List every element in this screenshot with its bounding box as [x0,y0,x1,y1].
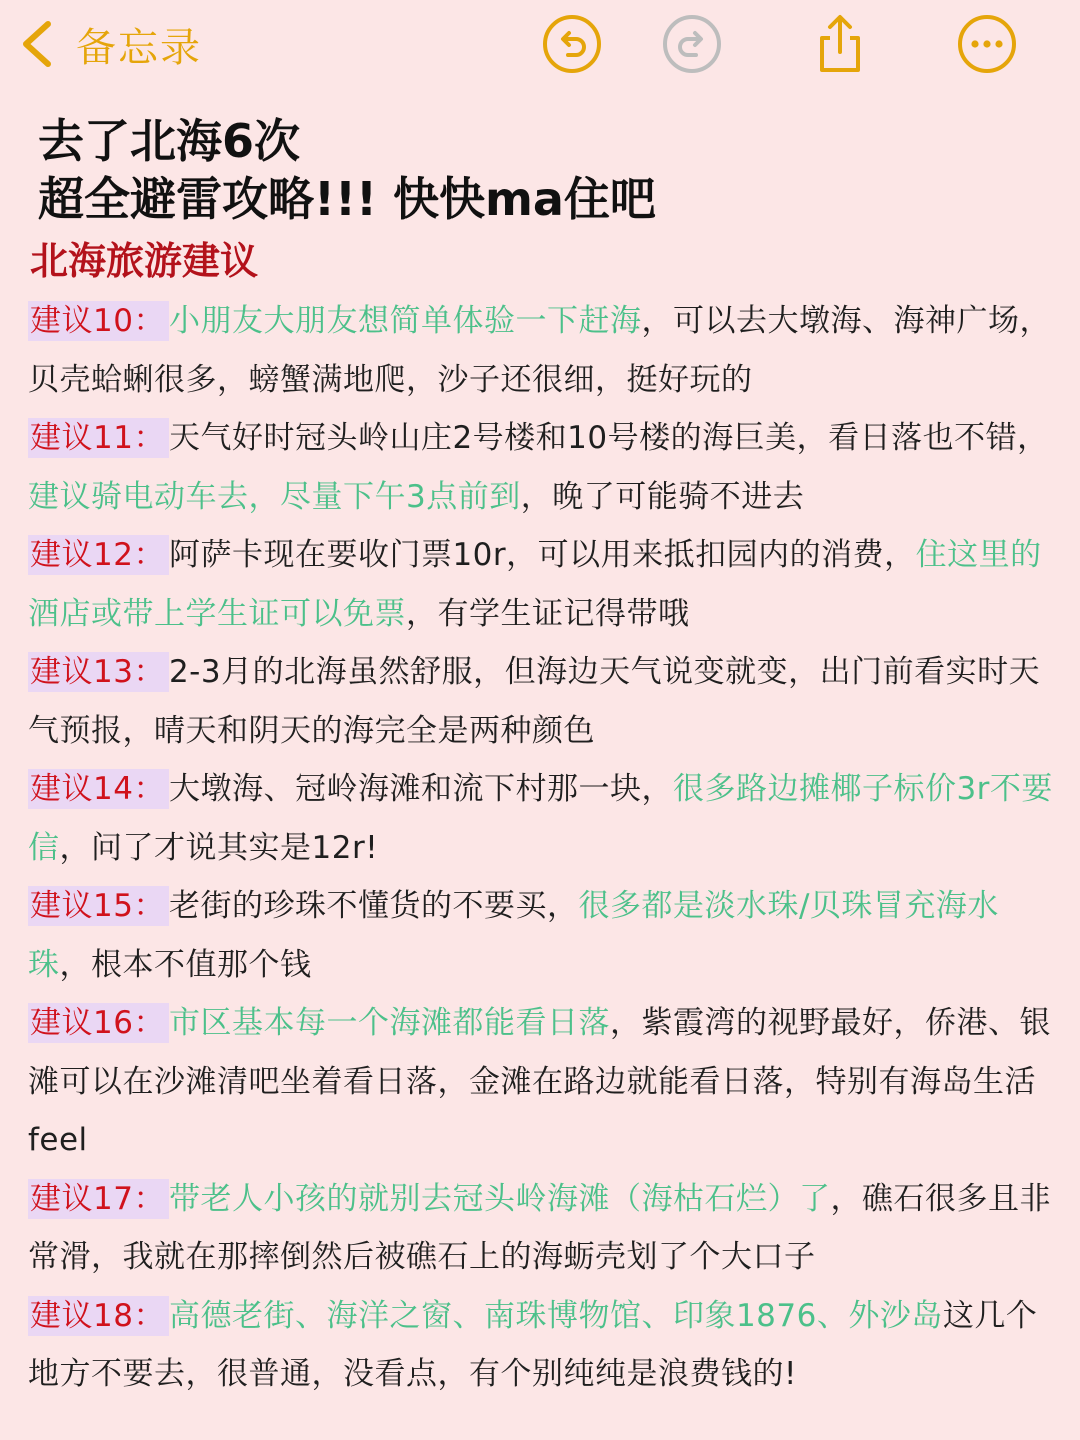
tip-paragraph [28,643,1058,760]
share-icon [808,12,872,76]
tip-highlight-text: 市区基本每一个海滩都能看日落 [168,1005,610,1041]
tip-highlight-text: 带老人小孩的就别去冠头岭海滩（海枯石烂）了 [168,1180,831,1217]
tip-paragraph [28,994,1058,1170]
tip-label: 建议13： [28,652,169,692]
back-button[interactable] [16,16,202,72]
tip-label: 建议16： [28,1003,169,1043]
tip-paragraph [28,1170,1058,1287]
tip-paragraph [28,292,1058,409]
tip-paragraph [28,409,1058,526]
tip-label: 建议18： [28,1296,169,1336]
tip-text: 大墩海、冠岭海滩和流下村那一块， [168,771,673,807]
tip-text: ，晚了可能骑不进去 [520,478,805,515]
redo-icon [660,12,724,76]
tip-text: ，礁石很多且非常滑，我就在那摔倒然后被礁石上的海蛎壳划了个大口子 [28,1180,1051,1275]
undo-button[interactable] [540,12,604,76]
back-label: 备忘录 [76,24,202,71]
tip-highlight-text: 高德老街、海洋之窗、南珠博物馆、印象1876、外沙岛 [168,1297,943,1334]
note-body[interactable] [28,112,1058,1404]
tip-text: ，根本不值那个钱 [59,946,312,983]
section-heading: 北海旅游建议 [30,239,259,283]
tip-label: 建议17： [28,1179,169,1219]
undo-icon [540,12,604,76]
share-button[interactable] [808,12,872,76]
tip-text: 天气好时冠头岭山庄2号楼和10号楼的海巨美，看日落也不错， [168,420,1049,456]
tip-label: 建议14： [28,769,169,809]
tip-text: 阿萨卡现在要收门票10r，可以用来抵扣园内的消费， [168,537,916,573]
more-button[interactable] [955,12,1019,76]
tip-text: 2-3月的北海虽然舒服，但海边天气说变就变，出门前看实时天气预报，晴天和阴天的海完全是两种颜色 [28,654,1041,749]
tip-paragraph [28,526,1058,643]
tip-text: 老街的珍珠不懂货的不要买， [168,888,579,924]
tip-highlight-text: 很多路边摊椰子标价3r不要信 [28,771,1053,866]
tip-text: ，问了才说其实是12r! [59,829,379,866]
note-title-line-1: 去了北海6次 [38,114,301,168]
tip-label: 建议10： [28,301,169,341]
tip-label: 建议12： [28,535,169,575]
tip-paragraph [28,1287,1058,1404]
tip-paragraph [28,877,1058,994]
tip-text: ，可以去大墩海、海神广场，贝壳蛤蜊很多，螃蟹满地爬，沙子还很细，挺好玩的 [28,303,1051,398]
tip-highlight-text: 小朋友大朋友想简单体验一下赶海 [168,303,642,339]
tip-label: 建议15： [28,886,169,926]
note-title-line-2: 超全避雷攻略!!! 快快ma住吧 [38,172,656,226]
more-icon [955,12,1019,76]
tip-paragraph [28,760,1058,877]
tip-highlight-text: 住这里的酒店或带上学生证可以免票 [28,537,1042,632]
navigation-bar [0,0,1080,92]
note-title [38,112,1058,228]
tip-highlight-text: 很多都是淡水珠/贝珠冒充海水珠 [28,888,999,983]
tip-text: 这几个地方不要去，很普通，没看点，有个别纯纯是浪费钱的! [28,1297,1038,1392]
tips-list [28,292,1058,1404]
chevron-left-icon [16,18,56,70]
tip-text: ，紫霞湾的视野最好，侨港、银滩可以在沙滩清吧坐着看日落，金滩在路边就能看日落，特别有海岛生活feel [28,1005,1051,1158]
tip-highlight-text: 建议骑电动车去，尽量下午3点前到 [28,478,521,515]
redo-button[interactable] [660,12,724,76]
tip-label: 建议11： [28,418,169,458]
tip-text: ，有学生证记得带哦 [406,595,690,632]
